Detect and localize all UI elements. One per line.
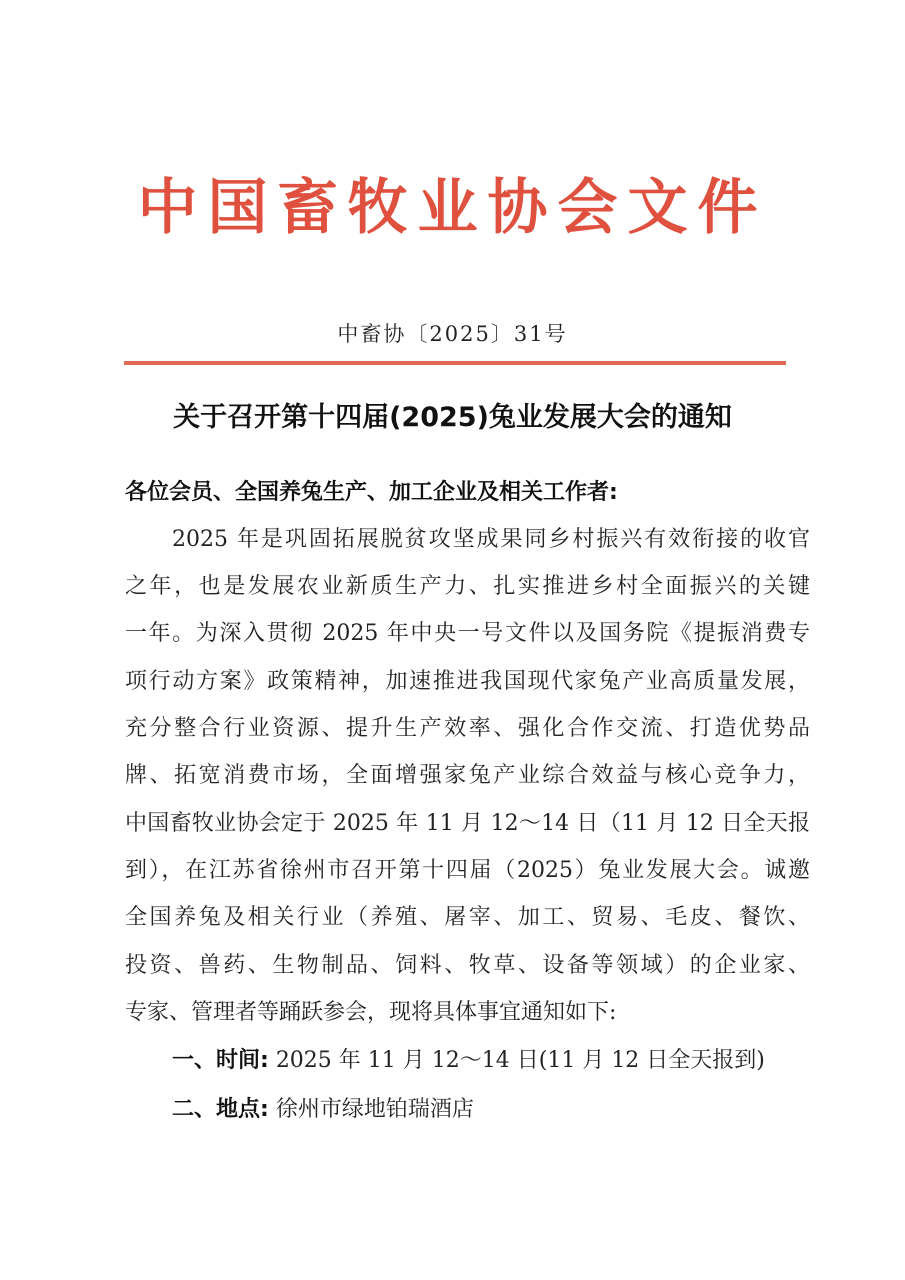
- paragraph-line: 全国养兔及相关行业（养殖、屠宰、加工、贸易、毛皮、餐饮、: [125, 905, 810, 930]
- item-time: [172, 1043, 765, 1074]
- item-location-value: 徐州市绿地铂瑞酒店: [275, 1097, 474, 1122]
- paragraph-line: 之年，也是发展农业新质生产力、扎实推进乡村全面振兴的关键: [125, 574, 810, 599]
- paragraph-line: 中国畜牧业协会定于 2025 年 11 月 12～14 日（11 月 12 日全天报: [125, 811, 810, 836]
- paragraph-line: 牌、拓宽消费市场，全面增强家兔产业综合效益与核心竞争力，: [125, 763, 810, 788]
- item-time-value: 2025 年 11 月 12～14 日(11 月 12 日全天报到): [275, 1048, 765, 1073]
- red-divider-rule: [124, 361, 786, 365]
- org-header-title: 中国畜牧业协会文件: [137, 173, 768, 243]
- paragraph-line: 到），在江苏省徐州市召开第十四届（2025）兔业发展大会。诚邀: [125, 858, 810, 883]
- paragraph-line: 项行动方案》政策精神，加速推进我国现代家兔产业高质量发展，: [125, 669, 810, 694]
- paragraph-line: 投资、兽药、生物制品、饲料、牧草、设备等领域）的企业家、: [125, 953, 810, 978]
- paragraph-line: 充分整合行业资源、提升生产效率、强化合作交流、打造优势品: [125, 716, 810, 741]
- paragraph-line: 2025 年是巩固拓展脱贫攻坚成果同乡村振兴有效衔接的收官: [172, 527, 810, 552]
- paragraph-line: 专家、管理者等踊跃参会，现将具体事宜通知如下:: [125, 1000, 617, 1025]
- item-time-label: 一、时间:: [172, 1048, 269, 1073]
- document-number: 中畜协〔2025〕31号: [337, 322, 568, 346]
- item-location-label: 二、地点:: [172, 1097, 269, 1122]
- salutation: 各位会员、全国养兔生产、加工企业及相关工作者:: [125, 480, 618, 505]
- item-location: [172, 1092, 474, 1123]
- notice-title: 关于召开第十四届(2025)兔业发展大会的通知: [173, 402, 732, 433]
- paragraph-line: 一年。为深入贯彻 2025 年中央一号文件以及国务院《提振消费专: [125, 621, 810, 646]
